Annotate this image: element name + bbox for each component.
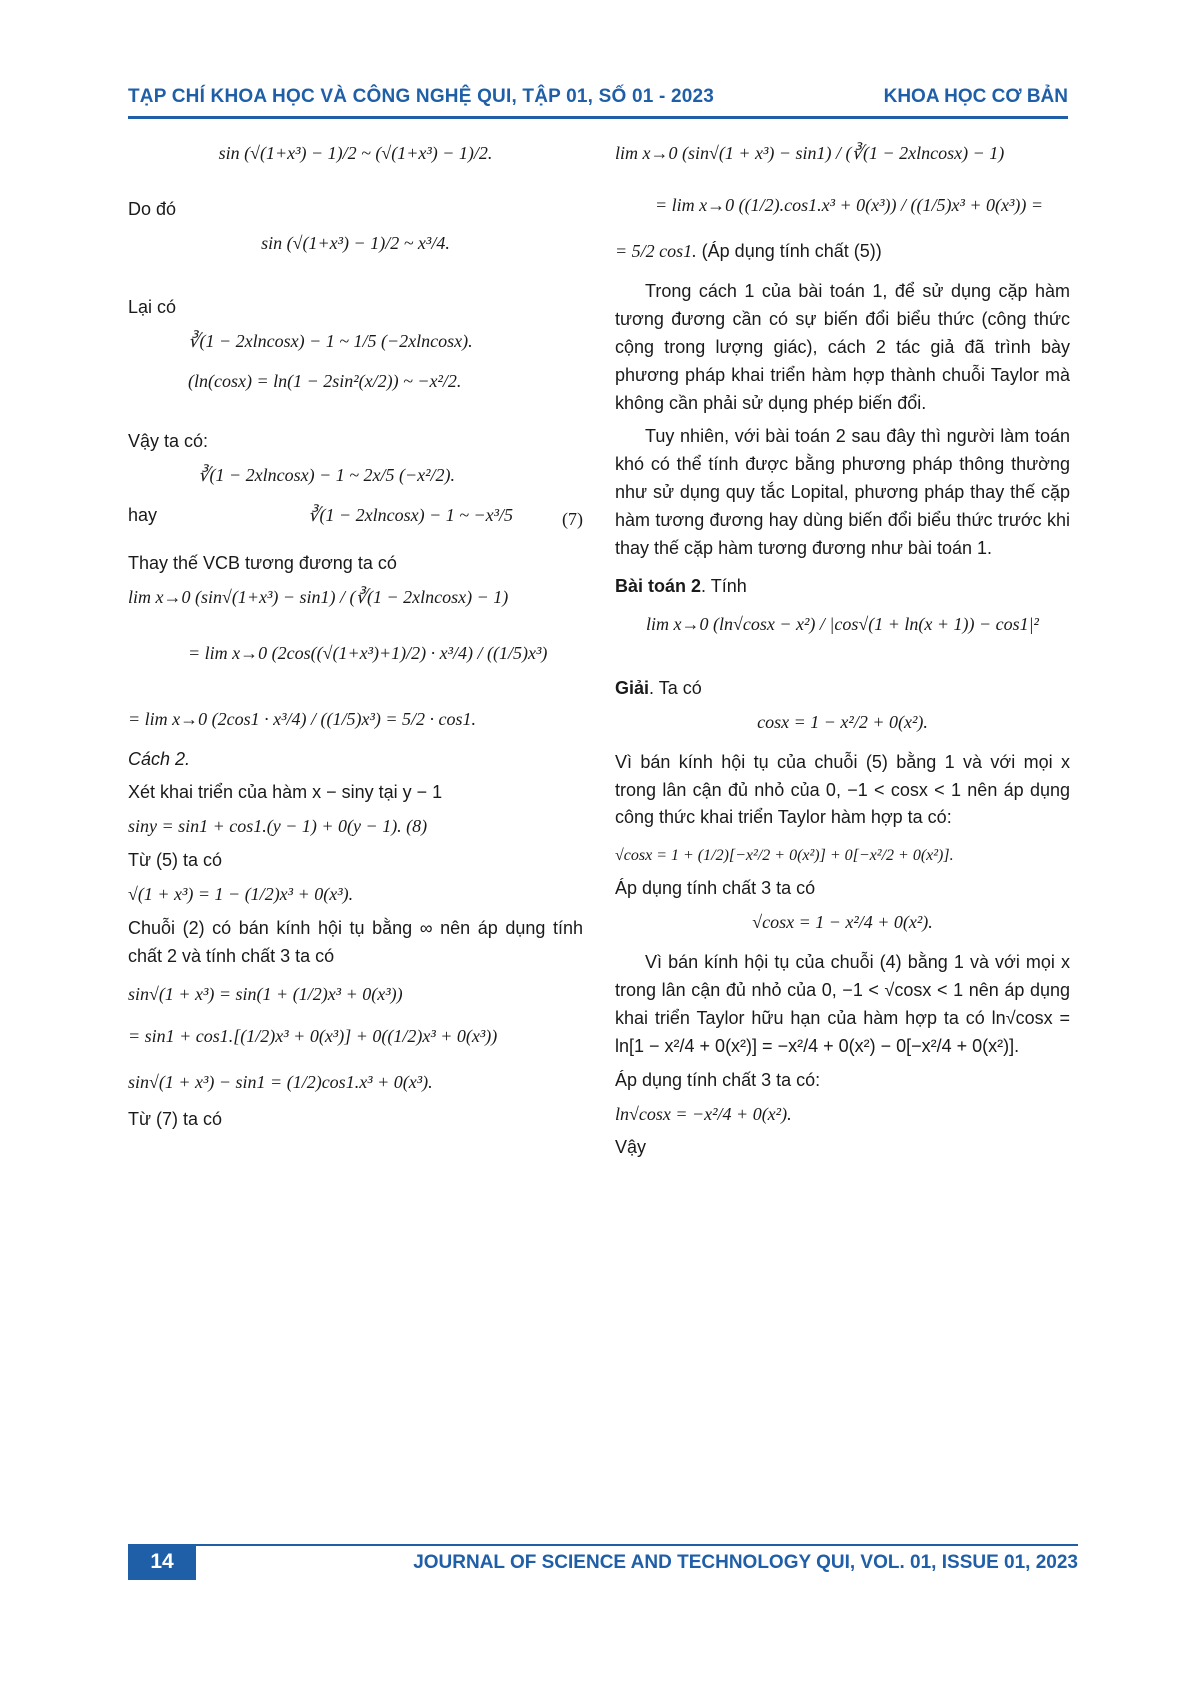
paragraph: Lại có: [128, 296, 177, 317]
paragraph: Áp dụng tính chất 3 ta có: [615, 878, 816, 899]
problem-heading: [615, 573, 1070, 601]
paragraph: Trong cách 1 của bài toán 1, để sử dụng cặp hàm tương đương cần có sự biến đổi biểu thức (công thức cộng trong lượng giác), cách 2 tác giả đã trình bày phương pháp khai triển hàm hợp thành chuỗi Taylor mà không cần phải sử dụng phép biến đổi.: [615, 281, 1070, 413]
paragraph: Vậy: [615, 1137, 647, 1158]
paragraph: Cách 2.: [128, 748, 191, 769]
equation: [615, 611, 1070, 641]
equation-text: = lim x→0 ((1/2).cos1.x³ + 0(x³)) / ((1/5)x³ + 0(x³)) =: [655, 195, 1044, 215]
equation-text: = lim x→0 (2cos1 · x³/4) / ((1/5)x³) = 5/2 · cos1.: [128, 708, 477, 729]
page-number: 14: [128, 1544, 196, 1580]
equation-text: sin√(1 + x³) = sin(1 + (1/2)x³ + 0(x³)): [128, 983, 403, 1004]
equation-text: = 5/2 cos1.: [615, 241, 697, 261]
equation-text: ∛(1 − 2xlncosx) − 1 ~ 1/5 (−2xlncosx).: [188, 330, 473, 351]
paragraph: hay: [128, 504, 158, 525]
equation-text: = sin1 + cos1.[(1/2)x³ + 0(x³)] + 0((1/2)x³ + 0(x³)): [128, 1025, 498, 1046]
journal-title-vi: TẠP CHÍ KHOA HỌC VÀ CÔNG NGHỆ QUI, TẬP 01, SỐ 01 - 2023: [128, 86, 715, 107]
problem-label: Bài toán 2: [615, 575, 702, 596]
equation: [128, 706, 583, 736]
equation-text: = lim x→0 (2cos((√(1+x³)+1)/2) · x³/4) / ((1/5)x³): [188, 642, 548, 663]
left-column: [128, 140, 583, 1140]
paragraph: Chuỗi (2) có bán kính hội tụ bằng ∞ nên áp dụng tính chất 2 và tính chất 3 ta có: [128, 918, 583, 966]
equation-text: sin√(1 + x³) − sin1 = (1/2)cos1.x³ + 0(x³).: [128, 1071, 433, 1092]
equation-text: ln√cosx = −x²/4 + 0(x²).: [615, 1103, 792, 1124]
paragraph: Vì bán kính hội tụ của chuỗi (5) bằng 1 và với mọi x trong lân cận đủ nhỏ của 0, −1 < cosx < 1 nên áp dụng công thức khai triển Taylor hàm hợp ta có:: [615, 751, 1070, 828]
paragraph: Xét khai triển của hàm x − siny tại y − 1: [128, 782, 443, 803]
paragraph: Từ (5) ta có: [128, 850, 223, 871]
equation-text: lim x→0 (sin√(1+x³) − sin1) / (∛(1 − 2xlncosx) − 1): [128, 586, 509, 607]
equation: [128, 328, 583, 358]
equation: [615, 909, 1070, 939]
page-footer: [128, 1544, 1078, 1580]
equation-text: √cosx = 1 − x²/4 + 0(x²).: [752, 912, 933, 933]
footer-rule: [196, 1544, 1078, 1546]
solution-label: Giải: [615, 677, 650, 698]
equation-number: (7): [562, 508, 583, 529]
equation: [128, 140, 583, 170]
equation-text: ∛(1 − 2xlncosx) − 1 ~ −x³/5: [308, 504, 513, 525]
header-rule: [128, 116, 1068, 119]
equation: [615, 140, 1070, 170]
equation-text: √cosx = 1 + (1/2)[−x²/2 + 0(x²)] + 0[−x²/2 + 0(x²)].: [615, 847, 954, 865]
equation-text: cosx = 1 − x²/2 + 0(x²).: [757, 711, 928, 732]
paragraph: Thay thế VCB tương đương ta có: [128, 552, 397, 573]
equation: [128, 462, 583, 492]
equation-text: lim x→0 (ln√cosx − x²) / |cos√(1 + ln(x + 1)) − cos1|²: [646, 613, 1039, 634]
equation-text: lim x→0 (sin√(1 + x³) − sin1) / (∛(1 − 2xlncosx) − 1): [615, 143, 1005, 163]
problem-text: . Tính: [701, 575, 747, 596]
page-header: [128, 86, 1068, 116]
equation-note: (Áp dụng tính chất (5)): [701, 241, 882, 261]
equation-row: [615, 238, 1070, 268]
paragraph: Tuy nhiên, với bài toán 2 sau đây thì người làm toán khó có thể tính được bằng phương pháp thông thường như sử dụng quy tắc Lopital, phương pháp thay thế cặp hàm tương đương hay dùng biến đổi biểu thức trước khi thay thế cặp hàm tương đương như bài toán 1.: [615, 426, 1070, 559]
equation: [128, 230, 583, 260]
equation-text: siny = sin1 + cos1.(y − 1) + 0(y − 1). (8): [128, 816, 428, 837]
equation: [128, 368, 583, 398]
equation-text: (ln(cosx) = ln(1 − 2sin²(x/2)) ~ −x²/2.: [188, 370, 462, 391]
solution-heading: [615, 675, 1070, 703]
paragraph: Do đó: [128, 199, 177, 219]
equation-row: [128, 502, 583, 532]
solution-text: . Ta có: [649, 677, 702, 698]
paragraph: Áp dụng tính chất 3 ta có:: [615, 1069, 821, 1090]
equation-text: sin (√(1+x³) − 1)/2 ~ (√(1+x³) − 1)/2.: [218, 143, 493, 163]
section-title: KHOA HỌC CƠ BẢN: [883, 86, 1068, 107]
equation: [128, 640, 583, 670]
journal-title-en: JOURNAL OF SCIENCE AND TECHNOLOGY QUI, VOL. 01, ISSUE 01, 2023: [413, 1552, 1078, 1573]
paragraph: Từ (7) ta có: [128, 1109, 223, 1130]
equation: [615, 192, 1070, 222]
paragraph: Vậy ta có:: [128, 430, 209, 451]
equation-text: ∛(1 − 2xlncosx) − 1 ~ 2x/5 (−x²/2).: [198, 464, 455, 485]
equation: [615, 709, 1070, 739]
equation: [128, 584, 583, 614]
equation-text: sin (√(1+x³) − 1)/2 ~ x³/4.: [261, 232, 450, 253]
paragraph: Vì bán kính hội tụ của chuỗi (4) bằng 1 và với mọi x trong lân cận đủ nhỏ của 0, −1 < √cosx < 1 nên áp dụng khai triển Taylor hữu hạn của hàm hợp ta có ln√cosx = ln[1 − x²/4 + 0(x²)] = −x²/4 + 0(x²) − 0[−x²/4 + 0(x²)].: [615, 952, 1070, 1056]
right-column: [615, 140, 1070, 1168]
equation-text: √(1 + x³) = 1 − (1/2)x³ + 0(x³).: [128, 884, 354, 905]
